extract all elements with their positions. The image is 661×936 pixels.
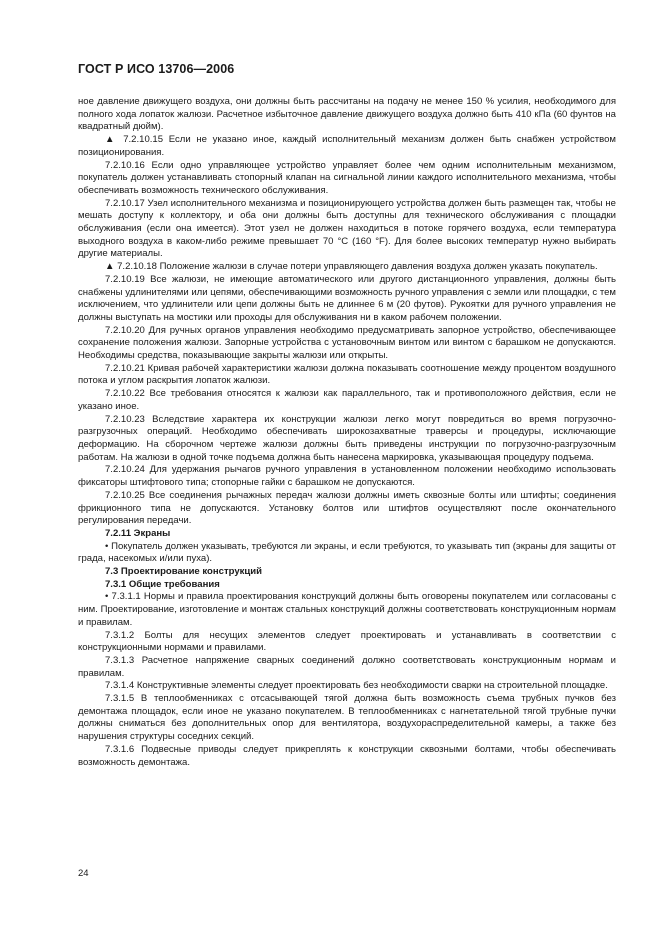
paragraph: 7.2.10.23 Вследствие характера их конструкции жалюзи легко могут повредиться во время погрузочно-разгрузочных операций. Необходимо обеспечивать широкозахватные траверсы и процедуры, исключающие деформацию. На сборочном чертеже жалюзи должны быть приведены инструкции по погрузочно-разгрузочным работам. На жалюзи в одной точке подъема должна быть нанесена маркировка, указывающая процедуру подъема. <box>78 413 616 463</box>
paragraph: 7.2.10.16 Если одно управляющее устройство управляет более чем одним исполнительным механизмом, покупатель должен устанавливать стопорный клапан на сигнальной линии каждого исполнительного механизма, чтобы обеспечивать возможность технического обслуживания. <box>78 159 616 196</box>
paragraph: 7.3.1.2 Болты для несущих элементов следует проектировать и устанавливать в соответствии с конструкционными нормами и правилами. <box>78 629 616 654</box>
paragraph: 7.2.10.22 Все требования относятся к жалюзи как параллельного, так и противоположного действия, если не указано иное. <box>78 388 616 412</box>
section-heading: 7.3 Проектирование конструкций <box>105 566 263 578</box>
paragraph: 7.2.10.21 Кривая рабочей характеристики жалюзи должна показывать соотношение между процентом воздушного потока и углом раскрытия лопаток жалюзи. <box>78 362 616 387</box>
paragraph: ▲ 7.2.10.18 Положение жалюзи в случае потери управляющего давления воздуха должен указать покупатель. <box>105 261 598 273</box>
paragraph: 7.2.10.19 Все жалюзи, не имеющие автоматического или другого дистанционного управления, должны быть снабжены удлинителями или цепями, обеспечивающими возможность ручного управления с земли или площадки, с тем исключением, что удлинители или цепи должны быть не длиннее 6 м (20 футов). Рукоятки для ручного управления не должны выступать на мостики или проходы для обслуживания ни в каком рабочем положении. <box>78 273 616 323</box>
section-heading: 7.2.11 Экраны <box>105 527 171 539</box>
document-header: ГОСТ Р ИСО 13706—2006 <box>78 62 235 76</box>
paragraph: 7.2.10.20 Для ручных органов управления необходимо предусматривать запорное устройство, обеспечивающее сохранение положения жалюзи. Запорные устройства с установочным винтом или винтом с барашком не допускаются. Необходимы средства, показывающие закрыты жалюзи или открыты. <box>78 324 616 362</box>
paragraph: 7.3.1.5 В теплообменниках с отсасывающей тягой должна быть возможность съема трубных пучков без демонтажа площадок, если иное не указано покупателем. В теплообменниках с нагнетательной тягой трубные пучки должны сниматься без дополнительных опор для вентилятора, воздухораспределительной камеры, а также без нарушения структуры соседних секций. <box>78 693 616 743</box>
paragraph: • 7.3.1.1 Нормы и правила проектирования конструкций должны быть оговорены покупателем или согласованы с ним. Проектирование, изготовление и монтаж стальных конструкций должны соответствовать конструкционным нормам и правилам. <box>78 591 616 628</box>
paragraph: 7.3.1.3 Расчетное напряжение сварных соединений должно соответствовать конструкционным нормам и правилам. <box>78 654 616 679</box>
paragraph: 7.3.1.6 Подвесные приводы следует прикреплять к конструкции сквозными болтами, чтобы обеспечивать возможность демонтажа. <box>78 743 616 768</box>
paragraph: 7.2.10.24 Для удержания рычагов ручного управления в установленном положении необходимо использовать фиксаторы штифтового типа; стопорные гайки с барашком не допускаются. <box>78 464 616 489</box>
paragraph: ное давление движущего воздуха, они должны быть рассчитаны на подачу не менее 150 % усилия, необходимого для полного хода лопаток жалюзи. Расчетное избыточное давление движущего воздуха должно быть 410 кПа (60 фунтов на квадратный дюйм). <box>78 96 616 133</box>
body-text <box>78 96 616 769</box>
section-heading: 7.3.1 Общие требования <box>105 578 220 590</box>
paragraph: 7.2.10.25 Все соединения рычажных передач жалюзи должны иметь сквозные болты или штифты; соединения фрикционного типа не допускаются. Установку болтов или штифтов осуществляют после окончательного регулирования передачи. <box>78 489 616 527</box>
paragraph: 7.3.1.4 Конструктивные элементы следует проектировать без необходимости сварки на строительной площадке. <box>105 680 608 692</box>
paragraph: • Покупатель должен указывать, требуются ли экраны, и если требуются, то указывать тип (экраны для защиты от града, насекомых и/или пуха). <box>78 540 616 565</box>
paragraph: ▲ 7.2.10.15 Если не указано иное, каждый исполнительный механизм должен быть снабжен устройством позиционирования. <box>78 134 616 158</box>
paragraph: 7.2.10.17 Узел исполнительного механизма и позиционирующего устройства должен быть размещен так, чтобы не мешать доступу к коллектору, и оба они должны быть доступны для технического обслуживания с площадки обслуживания (если она имеется). Этот узел не должен находиться в потоке горячего воздуха, если температура выходного воздуха в каком-либо режиме превышает 70 °С (160 °F). Для более высоких температур нужно выбирать другие материалы. <box>78 197 616 260</box>
page-number: 24 <box>78 868 89 879</box>
